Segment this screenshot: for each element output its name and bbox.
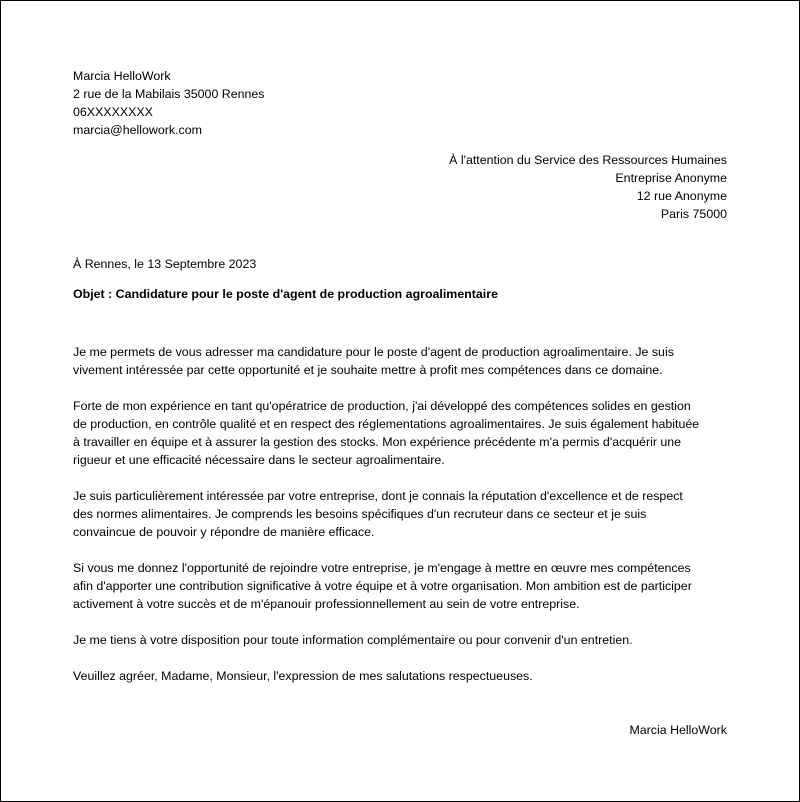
sender-email: marcia@hellowork.com [73, 123, 202, 137]
body-line: Veuillez agréer, Madame, Monsieur, l'expression de mes salutations respectueuses. [73, 669, 533, 683]
paragraph-2 [73, 397, 733, 469]
paragraph-1 [73, 343, 733, 379]
body-line: Forte de mon expérience en tant qu'opératrice de production, j'ai développé des compétences solides en gestion [73, 399, 691, 413]
recipient-block [449, 151, 727, 223]
recipient-street: 12 rue Anonyme [636, 189, 727, 203]
recipient-city: Paris 75000 [660, 207, 727, 221]
body-line: vivement intéressée par cette opportunité et je souhaite mettre à profit mes compétences dans ce domaine. [73, 363, 663, 377]
body-line: à travailler en équipe et à assurer la gestion des stocks. Mon expérience précédente m'a permis d'acquérir une [73, 435, 682, 449]
sender-block [73, 67, 265, 139]
paragraph-6 [73, 667, 733, 685]
sender-address: 2 rue de la Mabilais 35000 Rennes [73, 87, 265, 101]
signature: Marcia HelloWork [629, 723, 727, 737]
body-line: activement à votre succès et de m'épanouir professionnellement au sein de votre entreprise. [73, 597, 580, 611]
sender-name: Marcia HelloWork [73, 69, 171, 83]
body-line: Si vous me donnez l'opportunité de rejoindre votre entreprise, je m'engage à mettre en œuvre mes compétences [73, 561, 691, 575]
place-date: À Rennes, le 13 Septembre 2023 [73, 257, 257, 271]
body-line: Je me tiens à votre disposition pour toute information complémentaire ou pour convenir d'un entretien. [73, 633, 633, 647]
body-line: convaincue de pouvoir y répondre de manière efficace. [73, 525, 375, 539]
letter-body [73, 343, 733, 703]
body-line: Je me permets de vous adresser ma candidature pour le poste d'agent de production agroalimentaire. Je suis [73, 345, 674, 359]
recipient-attention: À l'attention du Service des Ressources Humaines [449, 153, 727, 167]
letter-subject: Objet : Candidature pour le poste d'agent de production agroalimentaire [73, 287, 498, 301]
body-line: Je suis particulièrement intéressée par votre entreprise, dont je connais la réputation d'excellence et de respect [73, 489, 683, 503]
recipient-company: Entreprise Anonyme [615, 171, 727, 185]
paragraph-5 [73, 631, 733, 649]
body-line: de production, en contrôle qualité et en respect des réglementations agroalimentaires. Je suis également habituée [73, 417, 700, 431]
sender-phone: 06XXXXXXXX [73, 105, 153, 119]
body-line: rigueur et une efficacité nécessaire dans le secteur agroalimentaire. [73, 453, 445, 467]
body-line: des normes alimentaires. Je comprends les besoins spécifiques d'un recruteur dans ce secteur et je suis [73, 507, 647, 521]
paragraph-3 [73, 487, 733, 541]
paragraph-4 [73, 559, 733, 613]
body-line: afin d'apporter une contribution significative à votre équipe et à votre organisation. Mon ambition est de participer [73, 579, 692, 593]
